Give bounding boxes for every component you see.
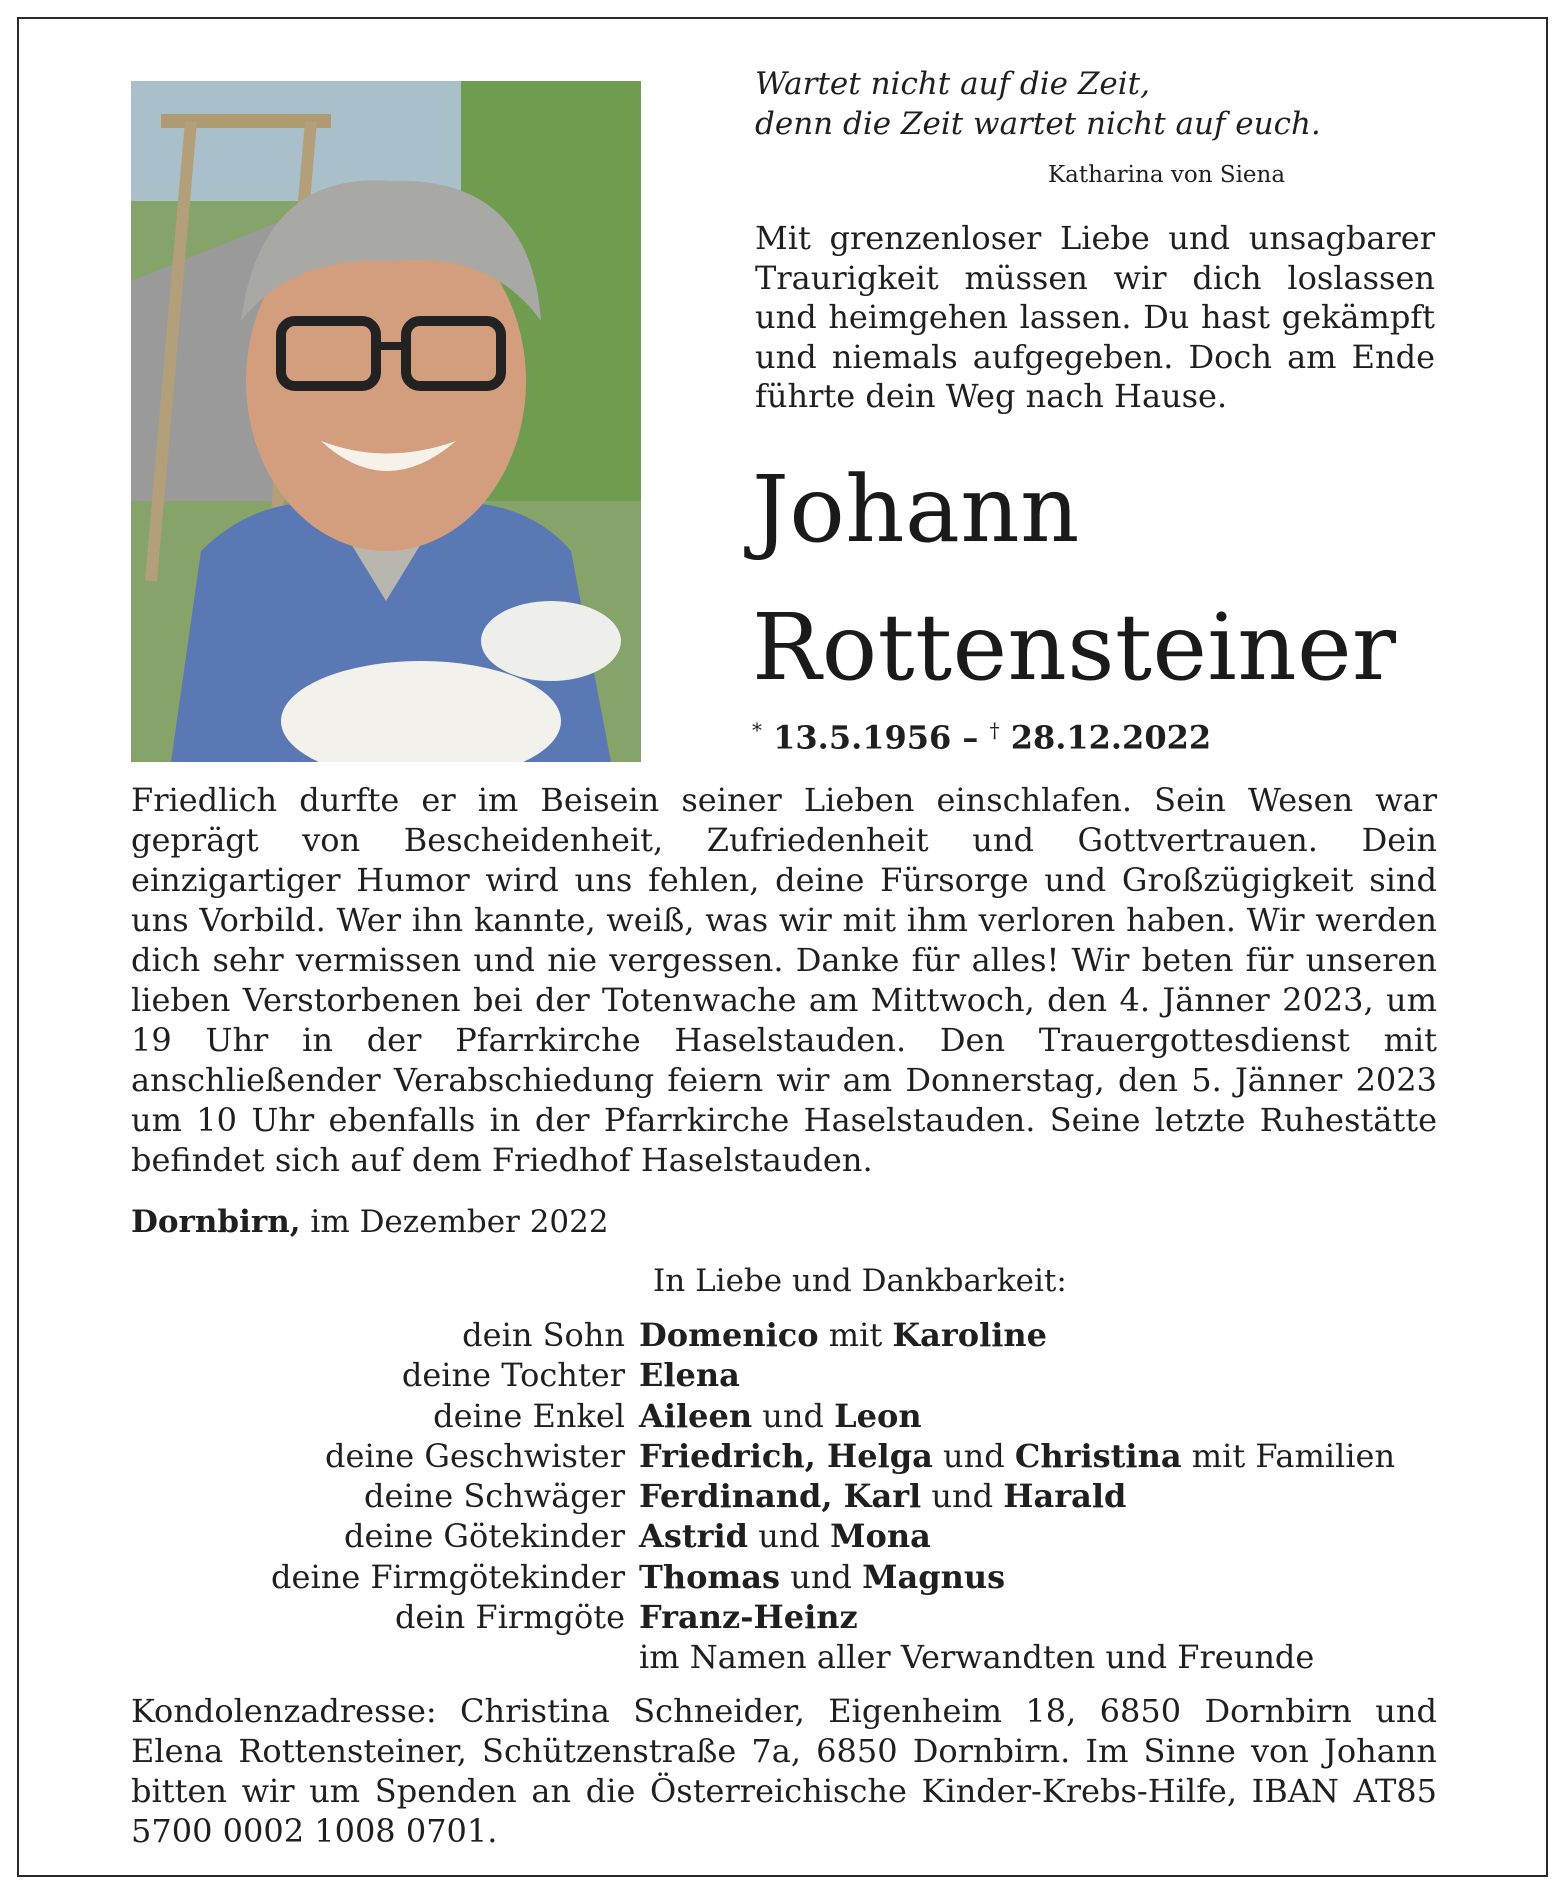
mourner-name: Magnus	[862, 1557, 1006, 1596]
mourner-names	[639, 1315, 1047, 1355]
birth-date: 13.5.1956	[773, 718, 952, 757]
mourner-names	[639, 1637, 1314, 1677]
mourner-connector: und	[921, 1477, 1004, 1516]
mourner-row	[131, 1396, 1551, 1436]
mourner-names	[639, 1396, 922, 1436]
mourner-row	[131, 1436, 1551, 1476]
place-city: Dornbirn,	[131, 1204, 301, 1240]
mourner-row	[131, 1355, 1551, 1395]
quote-author: Katharina von Siena	[1048, 162, 1286, 188]
mourner-relation: deine Geschwister	[325, 1436, 625, 1475]
epigraph-quote	[755, 64, 1355, 144]
mourner-row	[131, 1476, 1551, 1516]
mourner-row	[131, 1597, 1551, 1637]
mourner-relation: deine Enkel	[433, 1396, 625, 1435]
portrait-photo	[131, 81, 641, 762]
mourner-name: Elena	[639, 1356, 740, 1395]
mourner-connector: und	[752, 1396, 835, 1435]
mourner-names	[639, 1436, 1395, 1476]
mourner-relation: deine Firmgötekinder	[271, 1557, 625, 1596]
mourner-row	[131, 1637, 1551, 1677]
deceased-first-name: Johann	[752, 456, 1080, 563]
death-date: 28.12.2022	[1010, 718, 1212, 757]
date-separator: –	[962, 718, 979, 757]
mourner-row	[131, 1315, 1551, 1355]
mourner-connector: im Namen aller Verwandten und Freunde	[639, 1638, 1315, 1677]
mourner-name: Mona	[830, 1517, 931, 1556]
place-and-date	[131, 1202, 609, 1242]
mourner-names	[639, 1557, 1005, 1597]
life-dates	[752, 710, 1211, 758]
mourner-relation: deine Götekinder	[344, 1517, 625, 1556]
mourner-name: Leon	[834, 1396, 922, 1435]
mourner-row	[131, 1557, 1551, 1597]
mourner-relation: deine Schwäger	[363, 1477, 625, 1516]
place-date: im Dezember 2022	[310, 1204, 609, 1240]
mourner-name: Aileen	[639, 1396, 753, 1435]
mourner-relation: deine Tochter	[401, 1356, 625, 1395]
mourners-list	[131, 1315, 1551, 1678]
mourner-connector: und	[748, 1517, 831, 1556]
mourner-name: Ferdinand, Karl	[639, 1477, 922, 1516]
mourner-name: Astrid	[639, 1517, 749, 1556]
mourner-connector: mit	[818, 1316, 893, 1354]
deceased-last-name: Rottensteiner	[752, 594, 1397, 701]
mourner-names	[639, 1355, 740, 1395]
death-symbol: †	[989, 718, 1000, 742]
mourner-names	[639, 1516, 931, 1556]
mourners-heading: In Liebe und Dankbarkeit:	[653, 1263, 1067, 1299]
mourner-connector: und	[780, 1557, 863, 1596]
mourner-names	[639, 1597, 858, 1637]
mourner-relation: dein Sohn	[462, 1316, 625, 1354]
mourner-name: Christina	[1014, 1436, 1182, 1475]
mourner-connector: und	[932, 1436, 1015, 1475]
mourner-name: Friedrich, Helga	[639, 1436, 933, 1475]
mourner-name: Domenico	[639, 1316, 819, 1354]
birth-symbol: *	[752, 718, 762, 742]
mourner-connector: mit Familien	[1181, 1436, 1396, 1475]
mourner-name: Harald	[1003, 1477, 1127, 1516]
obituary-body: Friedlich durfte er im Beisein seiner Lieben einschlafen. Sein Wesen war geprägt von Bescheidenheit, Zufriedenheit und Gottvertrauen. Dein einzigartiger Humor wird uns fehlen, deine Fürsorge und Großzügigkeit sind uns Vorbild. Wer ihn kannte, weiß, was wir mit ihm verloren haben. Wir werden dich sehr vermissen und nie vergessen. Danke für alles! Wir beten für unseren lieben Verstorbenen bei der Totenwache am Mittwoch, den 4. Jänner 2023, um 19 Uhr in der Pfarrkirche Haselstauden. Den Trauergottesdienst mit anschließender Verabschiedung feiern wir am Donnerstag, den 5. Jänner 2023 um 10 Uhr ebenfalls in der Pfarrkirche Haselstauden. Seine letzte Ruhestätte befindet sich auf dem Friedhof Haselstauden.	[131, 781, 1437, 1179]
quote-line-2: denn die Zeit wartet nicht auf euch.	[755, 106, 1321, 142]
mourner-name: Franz-Heinz	[639, 1598, 858, 1637]
mourner-names	[639, 1476, 1126, 1516]
mourner-name: Thomas	[639, 1557, 781, 1596]
mourner-row	[131, 1516, 1551, 1556]
intro-paragraph: Mit grenzenloser Liebe und unsagbarer Traurigkeit müssen wir dich loslassen und heimgehen lassen. Du hast gekämpft und niemals aufgegeben. Doch am Ende führte dein Weg nach Hause.	[755, 219, 1435, 415]
quote-line-1: Wartet nicht auf die Zeit,	[755, 66, 1150, 102]
mourner-relation: dein Firmgöte	[394, 1598, 625, 1637]
mourner-name: Karoline	[892, 1316, 1048, 1354]
condolence-address: Kondolenzadresse: Christina Schneider, Eigenheim 18, 6850 Dornbirn und Elena Rottensteiner, Schützenstraße 7a, 6850 Dornbirn. Im Sinne von Johann bitten wir um Spenden an die Österreichische Kinder-Krebs-Hilfe, IBAN AT85 5700 0002 1008 0701.	[131, 1692, 1437, 1850]
